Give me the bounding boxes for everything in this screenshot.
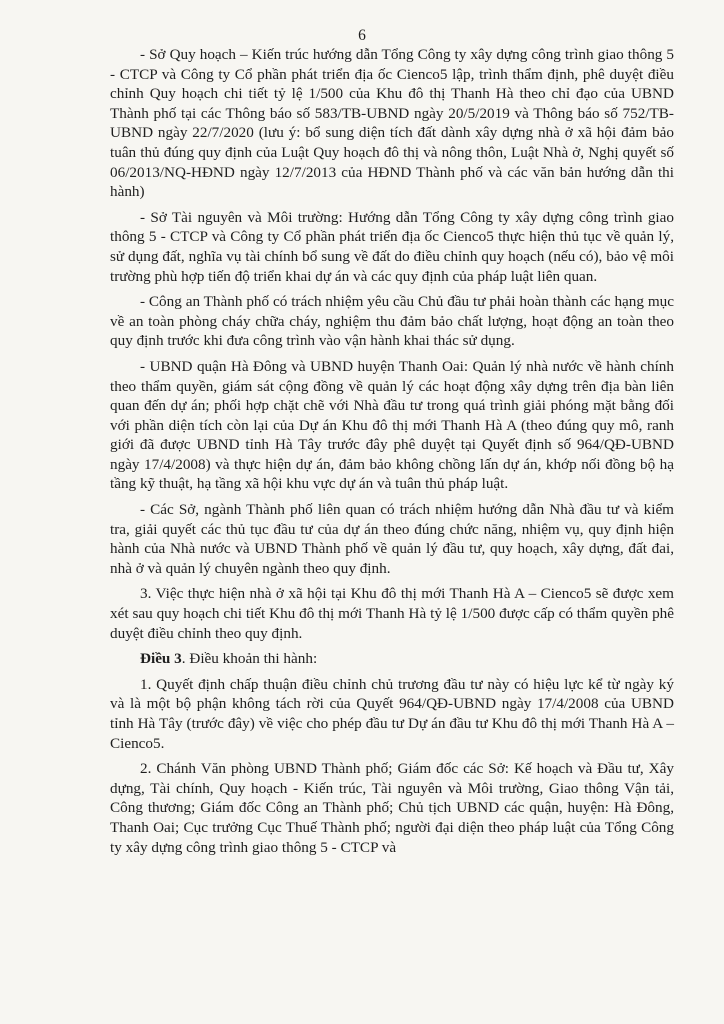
paragraph-cac-so-nganh: - Các Sở, ngành Thành phố liên quan có trách nhiệm hướng dẫn Nhà đầu tư và kiểm tra, giải quyết các thủ tục đầu tư của dự án theo đúng chức năng, nhiệm vụ, quy định hiện hành của Nhà nước và UBND Thành phố về quản lý đầu tư, quy hoạch, xây dựng, đất đai, nhà ở và quản lý chuyên ngành theo quy định. (110, 501, 674, 577)
paragraph-nha-o-xa-hoi: 3. Việc thực hiện nhà ở xã hội tại Khu đô thị mới Thanh Hà A – Cienco5 sẽ được xem xét sau quy hoạch chi tiết Khu đô thị mới Thanh Hà tỷ lệ 1/500 được cấp có thẩm quyền phê duyệt điều chỉnh theo quy định. (110, 585, 674, 642)
paragraph-ubnd-quan-huyen: - UBND quận Hà Đông và UBND huyện Thanh Oai: Quản lý nhà nước về hành chính theo thẩm quyền, giám sát cộng đồng về quản lý các hoạt động xây dựng trên địa bàn liên quan đến dự án; phối hợp chặt chẽ với Nhà đầu tư trong quá trình giải phóng mặt bằng đối với phần diện tích còn lại của Dự án Khu đô thị mới Thanh Hà A (theo đúng quy mô, ranh giới đã được UBND tỉnh Hà Tây trước đây phê duyệt tại Quyết định số 964/QĐ-UBND ngày 17/4/2008) và thực hiện dự án, đảm bảo không chồng lấn dự án, khớp nối đồng bộ hạ tầng kỹ thuật, hạ tầng xã hội khu vực dự án và tuân thủ pháp luật. (110, 357, 674, 493)
article-label: Điều 3 (140, 650, 182, 668)
page-number: 6 (358, 27, 366, 44)
article-heading (110, 649, 674, 669)
paragraph-cong-an: - Công an Thành phố có trách nhiệm yêu cầu Chủ đầu tư phải hoàn thành các hạng mục về an toàn phòng cháy chữa cháy, nghiệm thu đảm bảo chất lượng, hoạt động an toàn theo quy định trước khi đưa công trình vào vận hành khai thác sử dụng. (110, 293, 674, 350)
paragraph-thi-hanh: 2. Chánh Văn phòng UBND Thành phố; Giám đốc các Sở: Kế hoạch và Đầu tư, Xây dựng, Tài chính, Quy hoạch - Kiến trúc, Tài nguyên và Môi trường, Giao thông Vận tải, Công thương; Giám đốc Công an Thành phố; Chủ tịch UBND các quận, huyện: Hà Đông, Thanh Oai; Cục trưởng Cục Thuế Thành phố; người đại diện theo pháp luật của Tổng Công ty xây dựng công trình giao thông 5 - CTCP và (110, 760, 674, 856)
paragraph-so-tai-nguyen: - Sở Tài nguyên và Môi trường: Hướng dẫn Tổng Công ty xây dựng công trình giao thông 5 - CTCP và Công ty Cổ phần phát triển địa ốc Cienco5 thực hiện thủ tục về quản lý, sử dụng đất, nghĩa vụ tài chính bổ sung về đất do điều chỉnh quy hoạch (nếu có), bảo vệ môi trường phù hợp tiến độ triển khai dự án và các quy định của pháp luật liên quan. (110, 208, 674, 285)
paragraph-hieu-luc: 1. Quyết định chấp thuận điều chỉnh chủ trương đầu tư này có hiệu lực kể từ ngày ký và là một bộ phận không tách rời của Quyết 964/QĐ-UBND ngày 17/4/2008 của UBND tỉnh Hà Tây (trước đây) về việc cho phép đầu tư Dự án đầu tư Khu đô thị mới Thanh Hà A – Cienco5. (110, 675, 674, 752)
article-title: . Điều khoản thi hành: (181, 650, 318, 668)
document-body (110, 45, 674, 863)
paragraph-so-quy-hoach: - Sở Quy hoạch – Kiến trúc hướng dẫn Tổng Công ty xây dựng công trình giao thông 5 - CTCP và Công ty Cổ phần phát triển địa ốc Cienco5 lập, trình thẩm định, phê duyệt điều chỉnh Quy hoạch chi tiết tỷ lệ 1/500 của Khu đô thị Thanh Hà theo chỉ đạo của UBND Thành phố tại các Thông báo số 583/TB-UBND ngày 20/5/2019 và Thông báo số 752/TB-UBND ngày 22/7/2020 (lưu ý: bổ sung diện tích đất dành xây dựng nhà ở xã hội đảm bảo tuân thủ đúng quy định của Luật Quy hoạch đô thị và nông thôn, Luật Nhà ở, Nghị quyết số 06/2013/NQ-HĐND ngày 12/7/2013 của HĐND Thành phố và các văn bản hướng dẫn thi hành) (110, 46, 674, 201)
